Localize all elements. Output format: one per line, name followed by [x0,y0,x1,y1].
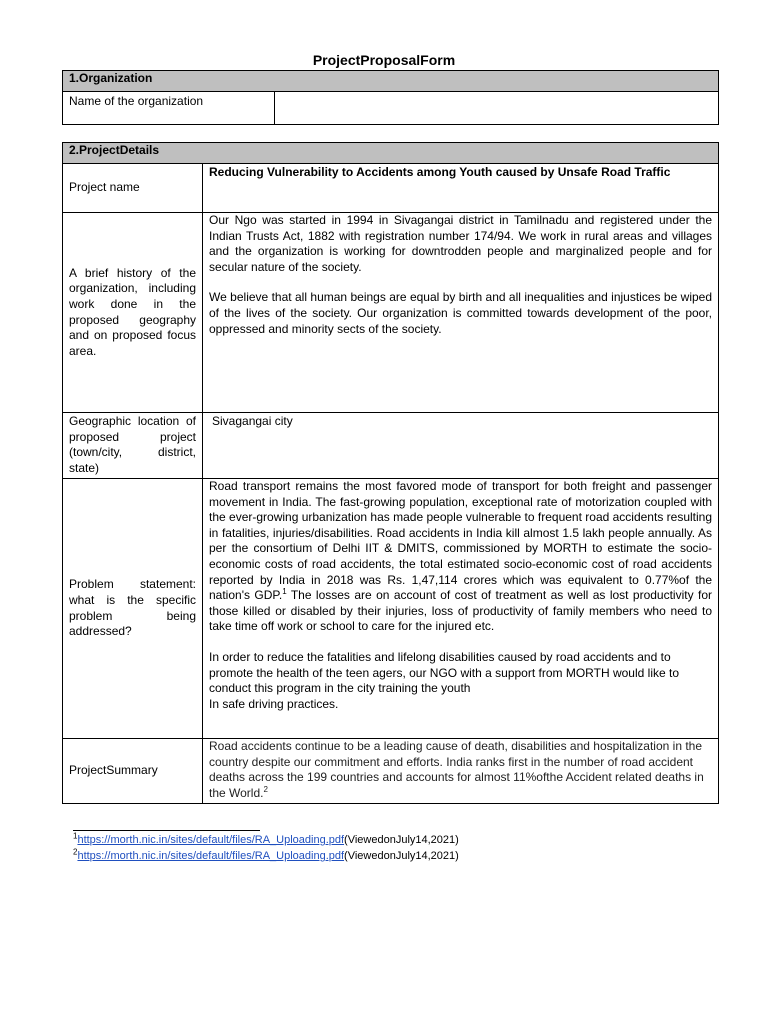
problem-value [203,479,719,739]
footnote-ref-2[interactable]: 2 [263,784,268,794]
location-label: Geographic location of proposed project (town/city, district, state) [63,413,203,479]
footnote-1: $^1$https://morth.nic.in/sites/default/files/RA_Uploading.pdf(ViewedonJuly14,2021) [73,831,459,846]
history-paragraph-2: We believe that all human beings are equal by birth and all inequalities and injustices be wiped of the lives of the society. Our organization is committed towards development of the poor, oppressed and minority sects of the society. [209,290,713,336]
project-details-table [62,142,719,804]
footnote-2-link[interactable]: https://morth.nic.in/sites/default/files/RA_Uploading.pdf [77,850,345,862]
organization-table [62,70,719,125]
project-name-label: Project name [63,164,203,213]
problem-label: Problem statement: what is the specific problem being addressed? [63,479,203,739]
summary-value: Road accidents continue to be a leading cause of death, disabilities and hospitalization in the country despite our commitment and efforts. India ranks first in the number of road accident deaths across the 199 countries and accounts for almost 11%ofthe Accident related deaths in the World.$^2$ [203,739,719,804]
history-label: A brief history of the organization, including work done in the proposed geography and on proposed focus area. [63,213,203,413]
history-value [203,213,719,413]
summary-label: ProjectSummary [63,739,203,804]
footnote-separator [73,830,260,831]
location-value: Sivagangai city [203,413,719,479]
org-name-label: Name of the organization [63,92,275,125]
project-name-value: Reducing Vulnerability to Accidents among Youth caused by Unsafe Road Traffic [203,164,719,213]
page-title: ProjectProposalForm [312,52,456,68]
history-paragraph-1: Our Ngo was started in 1994 in Sivagangai district in Tamilnadu and registered under the Indian Trusts Act, 1882 with registration number 174/94. We work in rural areas and villages and the organization is working for downtrodden people and marginalized people and for secular nature of the society. [209,213,713,274]
section-header-project-details: 2.ProjectDetails [63,143,719,164]
problem-paragraph-3: In safe driving practices. [209,696,339,711]
org-name-value[interactable] [275,92,719,125]
problem-paragraph-2: In order to reduce the fatalities and lifelong disabilities caused by road accidents and to promote the health of the teen agers, our NGO with a support from MORTH would like to conduct this program in the city training the youth [209,649,679,696]
footnotes [73,830,459,864]
footnote-ref-1[interactable]: 1 [282,587,287,597]
footnote-2: $^2$https://morth.nic.in/sites/default/files/RA_Uploading.pdf(ViewedonJuly14,2021) [73,847,459,862]
section-header-organization: 1.Organization [63,71,719,92]
problem-paragraph-1: Road transport remains the most favored mode of transport for both freight and passenger movement in India. The fast-growing population, exceptional rate of motorization coupled with the ever-growing urbanization has made people vulnerable to frequent road accidents resulting in fatalities, injuries/disabilities. Road accidents in India kill almost 1.5 lakh people annually. As per the consortium of Delhi IIT & DMITS, commissioned by MORTH to estimate the socio-economic costs of road accidents, the total estimated socio-economic cost of road accidents reported by India in 2018 was Rs. 1,47,114 crores which was equivalent to 0.77%of the nation's GDP.$^1$ The losses are on account of cost of treatment as well as lost productivity for those killed or disabled by their injuries, loss of productivity of family members who need to take time off work or school to care for the injured etc. [209,479,713,634]
footnote-1-link[interactable]: https://morth.nic.in/sites/default/files/RA_Uploading.pdf [77,834,345,846]
